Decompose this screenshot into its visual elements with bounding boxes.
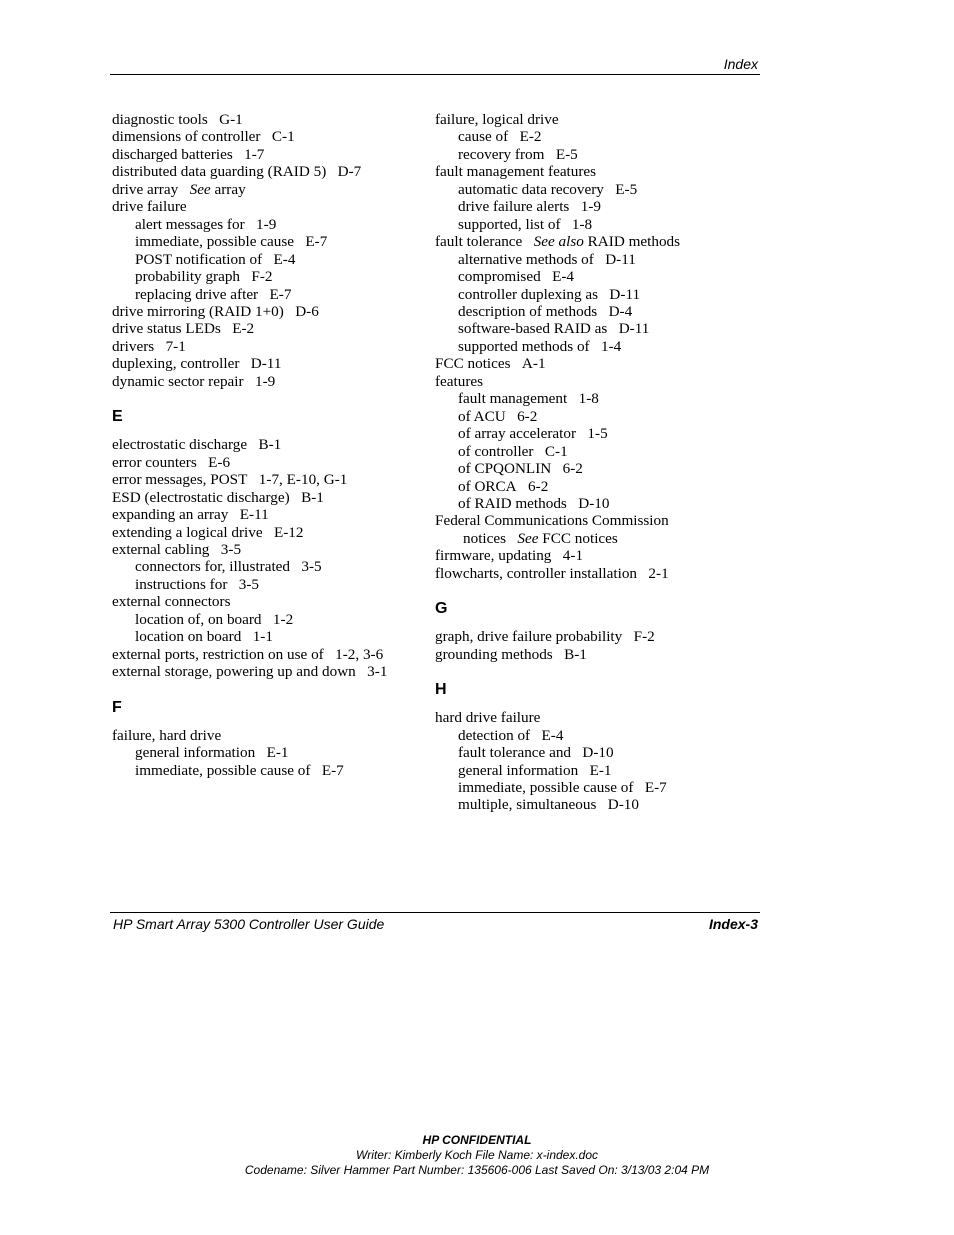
entry-term: connectors for, illustrated <box>135 558 291 576</box>
page-reference[interactable]: D-6 <box>295 302 319 320</box>
page-reference[interactable]: D-11 <box>618 320 650 338</box>
index-entry <box>435 512 680 529</box>
entry-term: drivers <box>112 337 155 355</box>
entry-term: diagnostic tools <box>112 111 208 128</box>
index-entry <box>112 454 387 471</box>
entry-term: drive failure alerts <box>458 198 570 216</box>
confidential-label: HP CONFIDENTIAL <box>422 1133 532 1147</box>
entry-term: of ORCA <box>458 477 517 495</box>
index-entry <box>112 524 387 541</box>
index-subentry <box>112 611 387 628</box>
header-title: Index <box>723 56 758 72</box>
entry-term: recovery from <box>458 145 545 163</box>
index-subentry <box>435 744 680 761</box>
entry-term: immediate, possible cause of <box>135 761 311 779</box>
index-subentry <box>112 251 387 268</box>
index-subentry <box>435 478 680 495</box>
index-subentry <box>435 198 680 215</box>
page-reference[interactable]: E-7 <box>269 285 292 303</box>
page-reference[interactable]: 1-9 <box>256 215 277 233</box>
page-reference[interactable]: 4-1 <box>562 547 584 565</box>
entry-term: distributed data guarding (RAID 5) <box>112 163 327 181</box>
index-subentry <box>435 303 680 320</box>
page-reference[interactable]: E-4 <box>541 726 564 744</box>
page-reference[interactable]: F-2 <box>633 628 655 646</box>
entry-term: firmware, updating <box>435 547 552 565</box>
entry-term: supported, list of <box>458 215 561 233</box>
page-reference[interactable]: E-4 <box>552 268 574 286</box>
index-subentry <box>112 744 387 761</box>
page-reference[interactable]: E-5 <box>555 145 578 163</box>
page-reference[interactable]: 1-7, E-10, G-1 <box>258 471 348 489</box>
page-reference[interactable]: E-7 <box>644 778 667 796</box>
entry-term: multiple, simultaneous <box>458 796 597 814</box>
entry-term: features <box>435 372 484 390</box>
index-entry <box>112 111 387 128</box>
index-subentry <box>112 286 387 303</box>
index-entry <box>112 506 387 523</box>
index-entry <box>112 146 387 163</box>
page-reference[interactable]: 1-8 <box>578 390 599 408</box>
section-letter: H <box>435 681 447 699</box>
entry-term: expanding an array <box>112 506 229 524</box>
entry-term: software-based RAID as <box>458 320 608 338</box>
entry-term: of controller <box>458 442 534 460</box>
index-subentry <box>435 727 680 744</box>
index-subentry <box>435 338 680 355</box>
index-subentry <box>435 408 680 425</box>
page-reference[interactable]: D-11 <box>250 355 282 373</box>
index-subentry <box>112 216 387 233</box>
entry-term: external cabling <box>112 540 210 558</box>
entry-term: FCC notices <box>435 355 511 373</box>
index-subentry <box>112 558 387 575</box>
page-reference[interactable]: 1-9 <box>254 372 276 390</box>
page-reference[interactable]: 1-2, 3-6 <box>335 645 384 663</box>
index-entry <box>112 373 387 390</box>
entry-term: fault management <box>458 390 568 408</box>
entry-term: probability graph <box>135 268 241 286</box>
entry-term: graph, drive failure probability <box>435 628 623 646</box>
page-reference[interactable]: G-1 <box>219 111 243 128</box>
index-entry <box>112 181 387 198</box>
confidential-block <box>0 1133 954 1178</box>
index-entry <box>112 128 387 145</box>
section-letter: G <box>435 600 448 618</box>
page-reference[interactable]: E-2 <box>519 128 542 146</box>
page-reference[interactable]: E-2 <box>232 320 255 338</box>
index-entry <box>112 198 387 215</box>
page-reference[interactable]: D-10 <box>607 796 639 814</box>
index-entry <box>435 111 680 128</box>
page-reference[interactable]: 3-5 <box>220 540 242 558</box>
page-reference[interactable]: C-1 <box>544 442 568 460</box>
page-reference[interactable]: 3-1 <box>367 663 388 681</box>
entry-term: fault tolerance <box>435 233 523 251</box>
index-entry <box>112 646 387 663</box>
page-reference[interactable]: 1-7 <box>244 145 265 163</box>
page-reference[interactable]: E-5 <box>615 180 638 198</box>
page-reference[interactable]: B-1 <box>301 488 324 506</box>
entry-term: immediate, possible cause <box>135 233 295 251</box>
index-subentry <box>435 268 680 285</box>
index-subentry <box>435 181 680 198</box>
page-reference[interactable]: C-1 <box>271 128 295 146</box>
section-letter: F <box>112 698 122 716</box>
index-subentry <box>112 268 387 285</box>
page-reference[interactable]: 1-8 <box>571 215 593 233</box>
index-subentry <box>435 390 680 407</box>
page-reference[interactable]: 1-1 <box>252 628 273 646</box>
index-entry <box>112 338 387 355</box>
index-entry <box>112 593 387 610</box>
page-reference[interactable]: D-11 <box>609 285 641 303</box>
entry-term: drive array <box>112 180 179 198</box>
page-reference[interactable]: 2-1 <box>648 564 669 582</box>
index-entry <box>112 727 387 744</box>
entry-term: extending a logical drive <box>112 523 263 541</box>
entry-term: of CPQONLIN <box>458 460 552 478</box>
page-reference[interactable]: D-10 <box>578 494 610 512</box>
index-subentry <box>435 762 680 779</box>
index-subentry <box>112 762 387 779</box>
page-reference[interactable]: 3-5 <box>238 575 260 593</box>
see-reference-target[interactable]: FCC notices <box>542 529 618 547</box>
entry-term: supported methods of <box>458 337 590 355</box>
index-entry <box>112 541 387 558</box>
entry-term: error messages, POST <box>112 471 248 489</box>
page-reference[interactable]: 6-2 <box>528 477 549 495</box>
entry-term: compromised <box>458 268 541 286</box>
page-reference[interactable]: F-2 <box>251 268 273 286</box>
footer-guide-title: HP Smart Array 5300 Controller User Guide <box>113 916 385 932</box>
see-reference-label: See also <box>533 233 584 251</box>
running-header <box>110 55 760 75</box>
index-subentry <box>435 530 680 547</box>
entry-term: of array accelerator <box>458 425 577 443</box>
entry-term: electrostatic discharge <box>112 436 248 454</box>
see-reference-target[interactable]: array <box>214 180 246 198</box>
index-entry <box>112 303 387 320</box>
entry-term: general information <box>135 744 256 762</box>
entry-term: of ACU <box>458 407 506 425</box>
page-reference[interactable]: 7-1 <box>165 337 186 355</box>
see-reference-label: See <box>189 180 211 198</box>
section-letter: E <box>112 408 123 426</box>
page-reference[interactable]: E-12 <box>273 523 304 541</box>
see-reference-label: See <box>517 529 539 547</box>
entry-term: fault management features <box>435 163 597 181</box>
writer-file-line: Writer: Kimberly Koch File Name: x-index.doc <box>355 1148 599 1162</box>
page-reference[interactable]: 1-4 <box>601 337 622 355</box>
entry-term: grounding methods <box>435 645 553 663</box>
page-reference[interactable]: D-10 <box>582 744 614 762</box>
page-reference[interactable]: 6-2 <box>517 407 538 425</box>
entry-term: drive mirroring (RAID 1+0) <box>112 302 284 320</box>
codename-part-line: Codename: Silver Hammer Part Number: 135606-006 Last Saved On: 3/13/03 2:04 PM <box>244 1163 710 1177</box>
page-reference[interactable]: D-4 <box>608 302 633 320</box>
entry-term: description of methods <box>458 302 598 320</box>
footer-page-number: Index-3 <box>708 916 758 932</box>
index-entry <box>112 489 387 506</box>
page-reference[interactable]: B-1 <box>564 645 587 663</box>
index-subentry <box>435 320 680 337</box>
index-entry <box>435 547 680 564</box>
index-subentry <box>435 146 680 163</box>
entry-term: notices <box>463 529 507 547</box>
entry-term: instructions for <box>135 575 228 593</box>
index-entry <box>112 163 387 180</box>
entry-term: detection of <box>458 726 531 744</box>
entry-term: POST notification of <box>135 250 263 268</box>
entry-term: cause of <box>458 128 509 146</box>
page-reference[interactable]: E-4 <box>273 250 296 268</box>
index-entry <box>435 628 680 645</box>
page-reference[interactable]: 6-2 <box>562 460 583 478</box>
page-reference[interactable]: E-7 <box>305 233 328 251</box>
index-entry <box>435 163 680 180</box>
page-reference[interactable]: D-7 <box>337 163 362 181</box>
entry-term: dynamic sector repair <box>112 372 244 390</box>
index-column-right <box>435 111 680 814</box>
entry-term: ESD (electrostatic discharge) <box>112 488 290 506</box>
entry-term: alternative methods of <box>458 250 594 268</box>
index-entry <box>112 471 387 488</box>
index-subentry <box>435 216 680 233</box>
page-reference[interactable]: 3-5 <box>301 558 322 576</box>
entry-term: failure, hard drive <box>112 726 222 744</box>
entry-term: general information <box>458 761 579 779</box>
entry-term: replacing drive after <box>135 285 259 303</box>
index-entry <box>435 233 680 250</box>
entry-term: drive failure <box>112 198 187 216</box>
index-subentry <box>112 233 387 250</box>
entry-term: location on board <box>135 628 242 646</box>
index-entry <box>435 709 680 726</box>
entry-term: external storage, powering up and down <box>112 663 356 681</box>
page-reference[interactable]: E-1 <box>589 761 612 779</box>
entry-term: flowcharts, controller installation <box>435 564 638 582</box>
index-subentry <box>435 443 680 460</box>
page-reference[interactable]: E-11 <box>239 506 269 524</box>
entry-term: error counters <box>112 453 197 471</box>
page-reference[interactable]: A-1 <box>521 355 546 373</box>
index-column-left <box>112 111 387 779</box>
entry-term: automatic data recovery <box>458 180 604 198</box>
entry-term: of RAID methods <box>458 494 567 512</box>
page-reference[interactable]: E-7 <box>321 761 344 779</box>
index-entry <box>112 355 387 372</box>
page-reference[interactable]: D-11 <box>605 250 636 268</box>
see-reference-target[interactable]: RAID methods <box>587 233 681 251</box>
page-reference[interactable]: B-1 <box>258 436 282 454</box>
page-reference[interactable]: 1-2 <box>272 610 294 628</box>
entry-term: fault tolerance and <box>458 744 572 762</box>
entry-term: alert messages for <box>135 215 245 233</box>
page-reference[interactable]: E-6 <box>208 453 231 471</box>
entry-term: external connectors <box>112 593 231 611</box>
entry-term: discharged batteries <box>112 145 233 163</box>
index-subentry <box>112 628 387 645</box>
index-subentry <box>435 495 680 512</box>
entry-term: controller duplexing as <box>458 285 599 303</box>
entry-term: location of, on board <box>135 610 262 628</box>
entry-term: hard drive failure <box>435 709 541 727</box>
index-entry <box>435 373 680 390</box>
index-entry <box>435 565 680 582</box>
index-subentry <box>435 796 680 813</box>
index-subentry <box>435 425 680 442</box>
index-entry <box>435 646 680 663</box>
entry-term: immediate, possible cause of <box>458 778 634 796</box>
page-footer <box>110 912 760 935</box>
page-reference[interactable]: 1-9 <box>580 198 601 216</box>
index-subentry <box>435 251 680 268</box>
page-reference[interactable]: E-1 <box>266 744 289 762</box>
index-subentry <box>435 460 680 477</box>
entry-term: external ports, restriction on use of <box>112 645 324 663</box>
index-subentry <box>435 128 680 145</box>
index-entry <box>435 355 680 372</box>
page-reference[interactable]: 1-5 <box>587 425 608 443</box>
index-entry <box>112 663 387 680</box>
index-entry <box>112 436 387 453</box>
entry-term: failure, logical drive <box>435 111 559 128</box>
index-entry <box>112 320 387 337</box>
entry-term: drive status LEDs <box>112 320 221 338</box>
entry-term: dimensions of controller <box>112 128 261 146</box>
index-subentry <box>435 286 680 303</box>
index-subentry <box>435 779 680 796</box>
entry-term: duplexing, controller <box>112 355 240 373</box>
index-subentry <box>112 576 387 593</box>
entry-term: Federal Communications Commission <box>435 512 669 530</box>
